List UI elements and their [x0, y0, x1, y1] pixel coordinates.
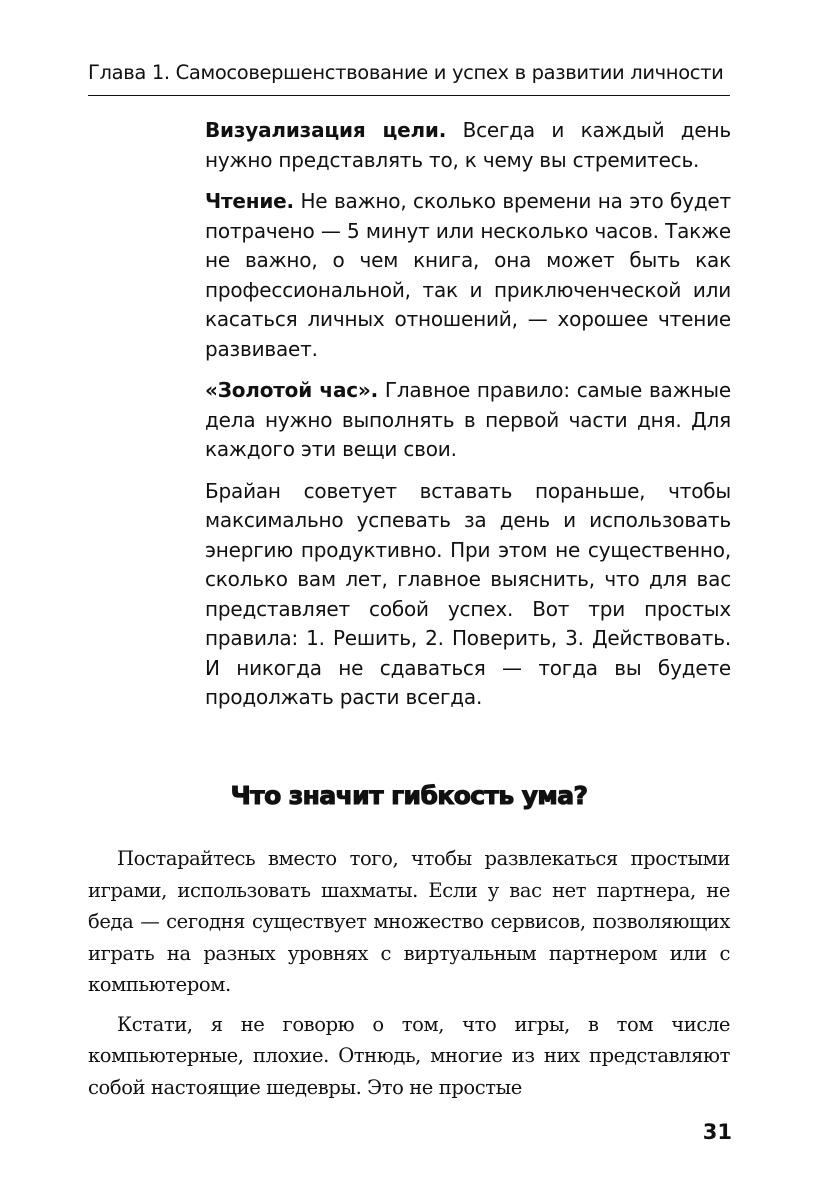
- header-rule: [88, 95, 730, 96]
- tip-paragraph-brian: Брайан советует вставать пораньше, чтобы максимально успевать за день и использовать энергию продуктивно. При этом не существенно, сколько вам лет, главное выяснить, что для вас представляет собой успех. Вот три простых правила: 1. Решить, 2. Поверить, 3. Действовать. И никогда не сдаваться — тогда вы будете продолжать расти всегда.: [205, 478, 731, 709]
- tip-text-golden-hour: Главное правило: самые важные дела нужно выполнять в первой части дня. Для каждого эти вещи свои.: [205, 378, 731, 461]
- body-paragraph-2: Кстати, я не говорю о том, что игры, в том числе компьютерные, плохие. Отнюдь, многие из них представляют собой настоящие шедевры. Это не простые: [88, 1012, 730, 1099]
- body-text: [88, 843, 730, 1111]
- tip-paragraph-golden-hour: [205, 376, 731, 465]
- tip-lead-reading: Чтение.: [205, 189, 294, 213]
- running-head: Глава 1. Самосовершенствование и успех в развитии личности: [88, 61, 724, 84]
- tips-block: [205, 116, 731, 725]
- tip-lead-visualization: Визуализация цели.: [205, 118, 447, 142]
- section-heading: Что значит гибкость ума?: [230, 781, 588, 810]
- page-number: 31: [702, 1120, 732, 1144]
- tip-text-reading: Не важно, сколько времени на это будет потрачено — 5 минут или несколько часов. Также не важно, о чем книга, она может быть как профессиональной, так и приключенческой или касаться личных отношений, — хорошее чтение развивает.: [205, 189, 731, 361]
- tip-lead-golden-hour: «Золотой час».: [205, 378, 379, 402]
- tip-text-visualization: Всегда и каждый день нужно представлять то, к чему вы стремитесь.: [205, 118, 732, 172]
- tip-paragraph-reading: [205, 187, 731, 364]
- body-paragraph-1: Постарайтесь вместо того, чтобы развлекаться простыми играми, использовать шахматы. Если у вас нет партнера, не беда — сегодня существует множество сервисов, позволяющих играть на разных уровнях с виртуальным партнером или с компьютером.: [88, 847, 730, 996]
- tip-paragraph-visualization: [205, 116, 731, 175]
